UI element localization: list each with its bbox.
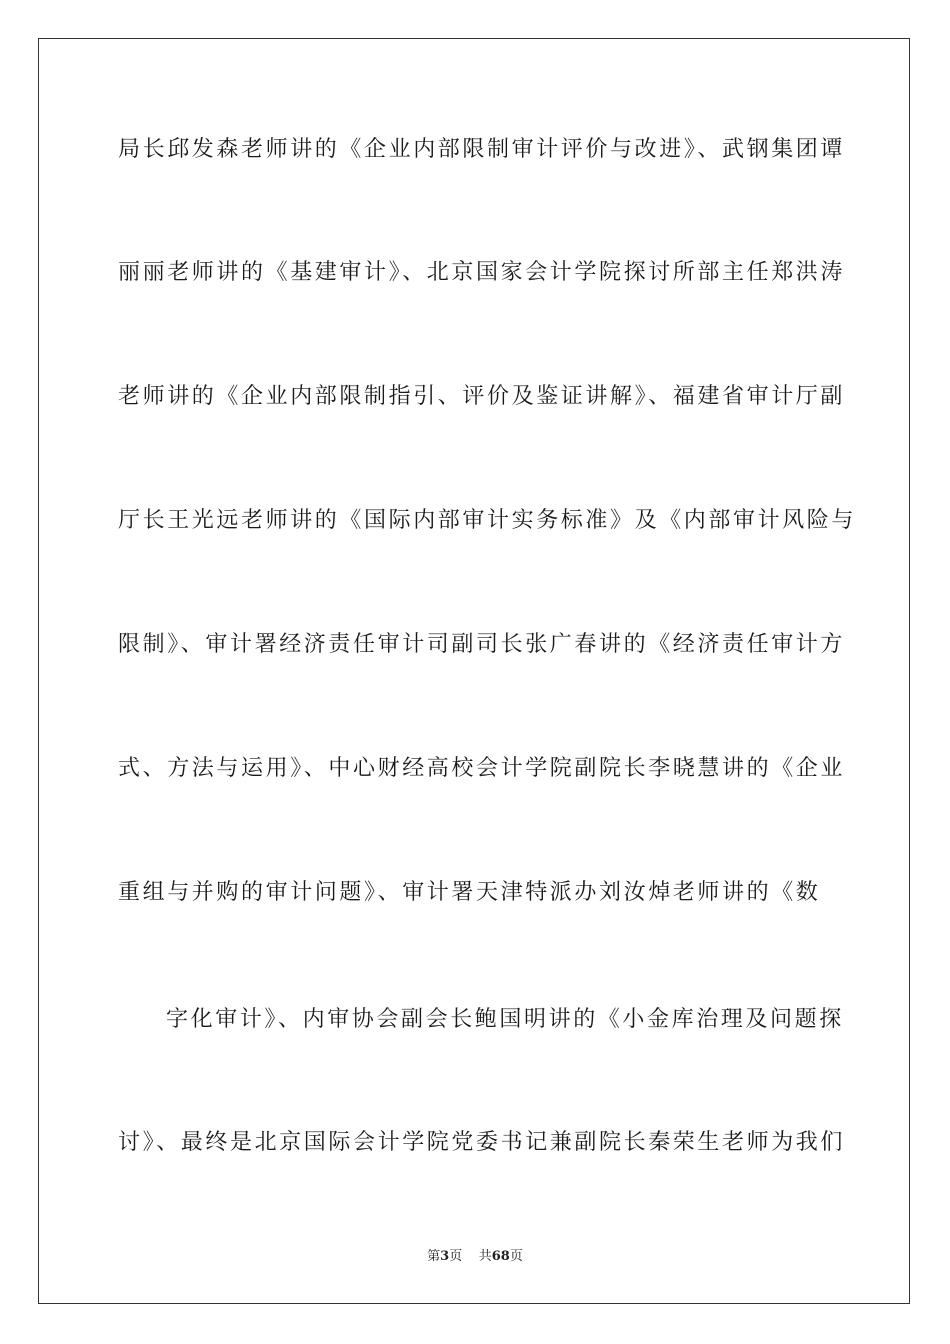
total-prefix: 共 (478, 1249, 492, 1264)
body-text-line-indented: 字化审计》、内审协会副会长鲍国明讲的《小金库治理及问题探 (166, 1007, 844, 1032)
body-text-line: 局长邱发森老师讲的《企业内部限制审计评价与改进》、武钢集团谭 (118, 137, 846, 162)
total-suffix: 页 (509, 1249, 523, 1264)
page-number: 3 (440, 1249, 450, 1264)
body-text-line: 式、方法与运用》、中心财经高校会计学院副院长李晓慧讲的《企业 (118, 756, 846, 781)
body-text-line: 厅长王光远老师讲的《国际内部审计实务标准》及《内部审计风险与 (118, 508, 857, 533)
page-suffix: 页 (449, 1249, 463, 1264)
body-text-line: 限制》、审计署经济责任审计司副司长张广春讲的《经济责任审计方 (118, 632, 846, 657)
page-border (38, 38, 910, 1304)
body-text-line: 丽丽老师讲的《基建审计》、北京国家会计学院探讨所部主任郑洪涛 (118, 260, 846, 285)
body-text-line: 重组与并购的审计问题》、审计署天津特派办刘汝焯老师讲的《数 (118, 880, 821, 905)
total-pages: 68 (491, 1249, 510, 1264)
page-footer (0, 1248, 950, 1266)
page-prefix: 第 (427, 1249, 441, 1264)
body-text-line: 老师讲的《企业内部限制指引、评价及鉴证讲解》、福建省审计厅副 (118, 384, 846, 409)
body-text-line: 讨》、最终是北京国际会计学院党委书记兼副院长秦荣生老师为我们 (118, 1130, 846, 1155)
